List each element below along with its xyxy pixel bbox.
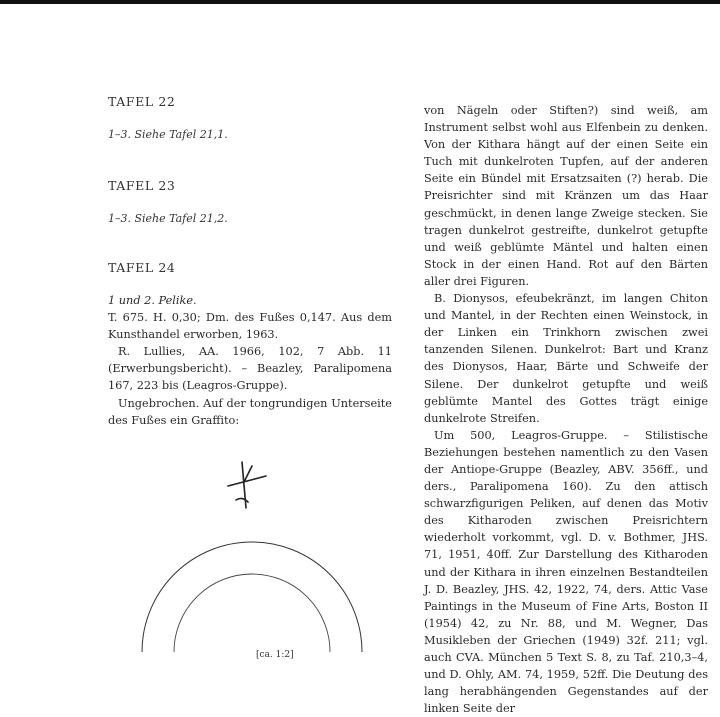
tafel-22-reference: 1–3. Siehe Tafel 21,1. <box>108 128 228 141</box>
tafel-24-heading: TAFEL 24 <box>108 260 176 275</box>
kithara-description: von Nägeln oder Stiften?) sind weiß, am Instrument selbst wohl aus Elfenbein zu denken. Von der Kithara hängt auf der einen Seite ein Tuch mit dunkelroten Tupfen, auf der anderen Seite ein Bündel mit Ersatzsaiten (?) herab. Die Preisrichter sind mit Kränzen um das Haar geschmückt, in denen lange Zweige stecken. Sie tragen dunkelrot gestreifte, dunkelrot getupfte und weiß geblümte Mäntel und halten einen Stock in der einen Hand. Rot auf den Bärten aller drei Figuren. <box>424 104 708 288</box>
dionysos-description: B. Dionysos, efeubekränzt, im langen Chiton und Mantel, in der Rechten einen Weinstock, in der Linken ein Trinkhorn zwischen zwei tanzenden Silenen. Dunkelrot: Bart und Kranz des Dionysos, Haar, Bärte und Schweife der Silene. Der dunkelrot getupfte und weiß geblümte Mantel des Gottes trägt einige dunkelrote Streifen. <box>424 292 708 425</box>
graffito-figure <box>108 452 392 652</box>
graffito-mark <box>228 462 266 508</box>
tafel-24-body <box>108 292 392 429</box>
tafel-23-heading: TAFEL 23 <box>108 178 176 193</box>
bibliography: R. Lullies, AA. 1966, 102, 7 Abb. 11 (Erwerbungsbericht). – Beazley, Paralipomena 167, 223 bis (Leagros-Gruppe). <box>108 345 392 393</box>
dating-and-attribution: Um 500, Leagros-Gruppe. – Stilistische Beziehungen bestehen namentlich zu den Vasen der Antiope-Gruppe (Beazley, ABV. 356ff., und ders., Paralipomena 160). Zu den attisch schwarzfigurigen Peliken, auf denen das Motiv des Kitharoden zwischen Preisrichtern wiederholt vorkommt, vgl. D. v. Bothmer, JHS. 71, 1951, 40ff. Zur Darstellung des Kitharoden und der Kithara in ihren einzelnen Bestandteilen J. D. Beazley, JHS. 42, 1922, 74, ders. Attic Vase Paintings in the Museum of Fine Arts, Boston II (1954) 42, zu Nr. 88, und M. Wegner, Das Musikleben der Griechen (1949) 32f. 211; vgl. auch CVA. München 5 Text S. 8, zu Taf. 210,3–4, und D. Ohly, AM. 74, 1959, 52ff. Die Deutung des lang herabhängenden Gegenstandes auf der linken Seite der <box>424 428 708 716</box>
right-column <box>424 102 708 717</box>
foot-inner-circle <box>174 574 330 652</box>
tafel-23-reference: 1–3. Siehe Tafel 21,2. <box>108 212 228 225</box>
tafel-22-heading: TAFEL 22 <box>108 94 176 109</box>
object-description: T. 675. H. 0,30; Dm. des Fußes 0,147. Aus dem Kunsthandel erworben, 1963. <box>108 311 392 342</box>
condition-note: Ungebrochen. Auf der tongrundigen Unterseite des Fußes ein Graffito: <box>108 396 392 427</box>
pelike-title: 1 und 2. Pelike. <box>108 294 197 307</box>
foot-outer-circle <box>142 542 362 652</box>
figure-caption: [ca. 1:2] <box>256 650 294 660</box>
page-top-edge <box>0 0 720 4</box>
